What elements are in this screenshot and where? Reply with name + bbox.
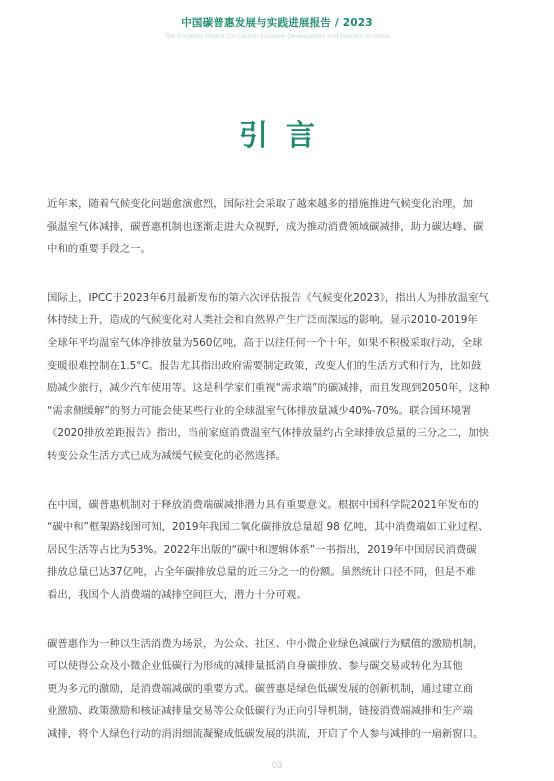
paragraph-2 <box>47 287 515 468</box>
page-number: 03 <box>271 760 282 770</box>
report-header <box>0 16 554 41</box>
text-line: 体持续上升，造成的气候变化对人类社会和自然界产生广泛而深远的影响。显示2010-2019年 <box>47 314 478 327</box>
text-line: 强温室气体减排，碳普惠机制也逐渐走进大众视野，成为推动消费领域碳减排，助力碳达峰、碳 <box>47 220 484 233</box>
report-subtitle: The Progress Report On Carbon Inclusive Development And Practice In China <box>164 33 390 40</box>
text-line: 业激励、政策激励和核证减排量交易等公众低碳行为正向引导机制，链接消费端减排和生产端 <box>47 705 474 718</box>
text-line: 碳普惠作为一种以生活消费为场景，为公众、社区、中小微企业绿色减碳行为赋值的激励机制， <box>47 637 484 650</box>
paragraph-3 <box>47 494 515 607</box>
paragraph-1 <box>47 193 515 261</box>
body-text <box>47 193 515 771</box>
text-line: 看出，我国个人消费端的减排空间巨大，潜力十分可观。 <box>47 588 307 601</box>
text-line: 居民生活等占比为53%。2022年出版的“碳中和逻辑体系”一书指出，2019年中国居民消费碳 <box>47 543 477 556</box>
text-line: “碳中和”框架路线图可知，2019年我国二氧化碳排放总量超 98 亿吨，其中消费端如工业过程、 <box>47 521 489 534</box>
text-line: 全球年平均温室气体净排放量为560亿吨，高于以往任何一个十年，如果不积极采取行动，全球 <box>47 336 483 349</box>
text-line: 变暖很难控制在1.5°C。报告尤其指出政府需要制定政策，改变人们的生活方式和行为，比如鼓 <box>47 359 482 372</box>
text-line: 在中国，碳普惠机制对于释放消费端碳减排潜力具有重要意义。根据中国科学院2021年发布的 <box>47 498 479 511</box>
text-line: 中和的重要手段之一。 <box>47 243 151 256</box>
text-line: 排放总量已达37亿吨，占全年碳排放总量的近三分之一的份额。虽然统计口径不同，但是不难 <box>47 566 476 579</box>
text-line: 转变公众生活方式已成为减缓气候变化的必然选择。 <box>47 449 286 462</box>
text-line: 更为多元的激励，是消费端减碳的重要方式。碳普惠是绿色低碳发展的创新机制，通过建立商 <box>47 682 474 695</box>
text-line: 励减少旅行，减少汽车使用等。这是科学家们重视“需求端”的碳减排，而且发现到2050年，这种 <box>47 382 490 395</box>
text-line: “需求侧缓解”的努力可能会使某些行业的全球温室气体排放量减少40%-70%。联合国环境署 <box>47 404 472 417</box>
report-title: 中国碳普惠发展与实践进展报告 / 2023 <box>181 17 373 29</box>
text-line: 国际上，IPCC于2023年6月最新发布的第六次评估报告《气候变化2023》，指出人为排放温室气 <box>47 291 489 304</box>
section-heading: 引言 <box>238 118 333 152</box>
text-line: 减排，将个人绿色行动的涓涓细流凝聚成低碳发展的洪流，开启了个人参与减排的一扇新窗口。 <box>47 727 484 740</box>
text-line: 《2020排放差距报告》指出，当前家庭消费温室气体排放量约占全球排放总量的三分之二，加快 <box>47 427 490 440</box>
text-line: 近年来，随着气候变化问题愈演愈烈，国际社会采取了越来越多的措施推进气候变化治理，加 <box>47 198 474 210</box>
text-line: 可以使得公众及小微企业低碳行为形成的减排量抵消自身碳排放、参与碳交易或转化为其他 <box>47 660 463 673</box>
paragraph-4 <box>47 633 515 746</box>
